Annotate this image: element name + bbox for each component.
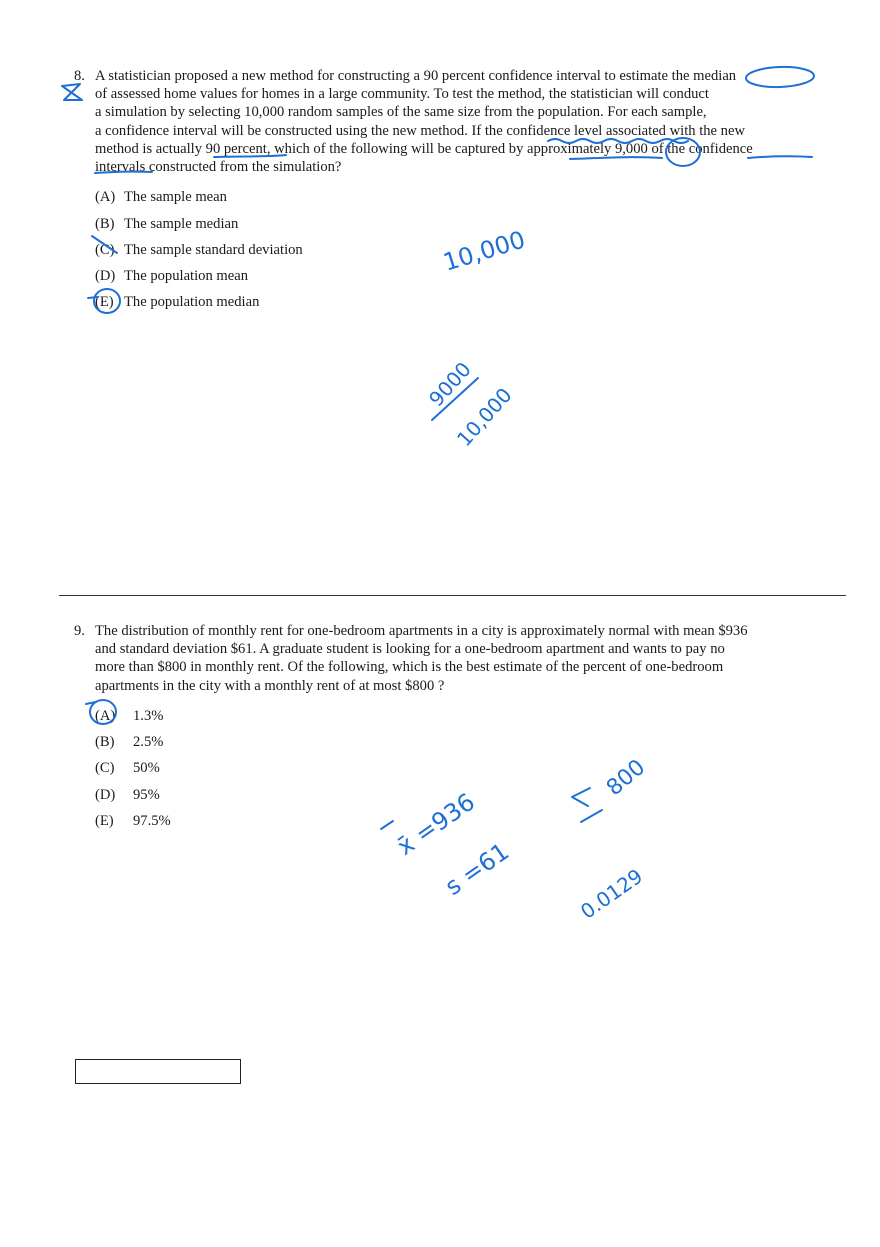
answer-box[interactable] xyxy=(75,1059,241,1084)
choice-letter: (D) xyxy=(95,786,116,803)
handwritten-sd: s =61 xyxy=(440,837,515,901)
choice-letter: (C) xyxy=(95,241,115,258)
choice-text: 97.5% xyxy=(133,813,171,829)
stem-line: intervals constructed from the simulation? xyxy=(95,159,342,176)
choice-letter: (C) xyxy=(95,760,115,777)
choice-letter: (B) xyxy=(95,734,115,751)
choice-text: 95% xyxy=(133,786,160,803)
stem-line: The distribution of monthly rent for one-bedroom apartments in a city is approximately normal with mean $936 xyxy=(95,623,748,639)
choice-text: The population median xyxy=(124,294,260,311)
handwritten-threshold: 800 xyxy=(602,755,651,802)
choice-text: The sample standard deviation xyxy=(124,241,303,258)
choice-letter: (B) xyxy=(95,215,115,232)
handwritten-mean: x̄ =936 xyxy=(392,787,480,861)
choice-text: 50% xyxy=(133,760,160,777)
stem-line: a confidence interval will be constructed using the new method. If the confidence level associated with the new xyxy=(95,122,745,139)
question-stem xyxy=(95,67,834,176)
question-8 xyxy=(74,67,834,316)
stem-line: and standard deviation $61. A graduate student is looking for a one-bedroom apartment and wants to pay no xyxy=(95,641,725,658)
choice-e[interactable] xyxy=(95,289,834,315)
choice-b[interactable] xyxy=(95,211,834,237)
question-number: 8. xyxy=(74,68,85,84)
stem-line: apartments in the city with a monthly rent of at most $800 ? xyxy=(95,677,445,694)
question-stem xyxy=(95,622,834,695)
choice-text: The sample mean xyxy=(124,189,227,206)
choice-a[interactable] xyxy=(95,184,834,210)
stem-line: more than $800 in monthly rent. Of the following, which is the best estimate of the percent of one-bedroom xyxy=(95,659,724,676)
question-number: 9. xyxy=(74,623,85,639)
stem-line: a simulation by selecting 10,000 random samples of the same size from the population. For each sample, xyxy=(95,104,707,121)
stem-line: A statistician proposed a new method for constructing a 90 percent confidence interval to estimate the median xyxy=(95,68,737,84)
handwritten-total: 10,000 xyxy=(440,225,529,277)
handwritten-probability: 0.0129 xyxy=(576,863,648,924)
choice-text: 1.3% xyxy=(133,707,164,724)
choice-letter: (E) xyxy=(95,294,114,311)
section-divider xyxy=(59,595,846,596)
handwritten-numerator: 9000 xyxy=(424,357,476,412)
stem-line: method is actually 90 percent, which of the following will be captured by approximately 9,000 of the confidence xyxy=(95,140,753,157)
stem-line: of assessed home values for homes in a large community. To test the method, the statistician will conduct xyxy=(95,86,709,103)
choice-text: The sample median xyxy=(124,215,239,232)
choice-letter: (A) xyxy=(95,189,116,206)
choice-text: 2.5% xyxy=(133,734,164,751)
handwritten-denominator: 10,000 xyxy=(452,382,517,452)
choice-c[interactable] xyxy=(95,755,834,781)
choice-letter: (D) xyxy=(95,268,116,285)
choice-b[interactable] xyxy=(95,729,834,755)
choice-letter: (E) xyxy=(95,813,114,829)
choice-letter: (A) xyxy=(95,707,116,724)
choice-text: The population mean xyxy=(124,268,249,285)
choice-a[interactable] xyxy=(95,703,834,729)
